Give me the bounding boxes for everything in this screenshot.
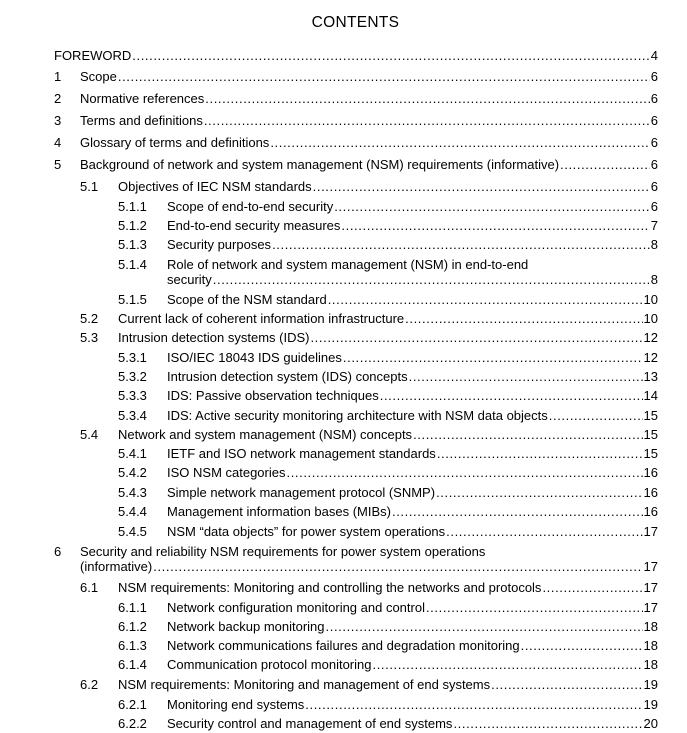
- dot-leader: [372, 657, 642, 672]
- entry-line: [167, 716, 658, 731]
- entry-title-continued-line: [167, 272, 658, 287]
- entry-number: 5.3.1: [118, 350, 147, 365]
- dot-leader: [272, 237, 650, 252]
- entry-line: [167, 638, 658, 653]
- entry-number: 5.4: [80, 427, 99, 442]
- entry-line: [118, 330, 658, 345]
- entry-title: Objectives of IEC NSM standards: [118, 179, 312, 194]
- toc-entry[interactable]: [54, 113, 658, 128]
- entry-title: Simple network management protocol (SNMP): [167, 485, 436, 500]
- entry-title: Current lack of coherent information infrastructure: [118, 311, 405, 326]
- toc-entry[interactable]: [54, 135, 658, 150]
- entry-line: [167, 388, 658, 403]
- toc-entry[interactable]: [54, 91, 658, 106]
- entry-title: Intrusion detection system (IDS) concepts: [167, 369, 408, 384]
- entry-line: [167, 465, 658, 480]
- page-number: 16: [643, 504, 658, 519]
- entry-title: Communication protocol monitoring: [167, 657, 372, 672]
- entry-title: Security purposes: [167, 237, 272, 252]
- entry-title: ISO/IEC 18043 IDS guidelines: [167, 350, 342, 365]
- entry-line: [167, 619, 658, 634]
- entry-line: [118, 580, 658, 595]
- entry-title: IDS: Passive observation techniques: [167, 388, 379, 403]
- dot-leader: [313, 179, 650, 194]
- entry-line: [80, 135, 658, 150]
- dot-leader: [334, 199, 650, 214]
- dot-leader: [491, 677, 642, 692]
- page-number: 20: [643, 716, 658, 731]
- entry-number: 6.2: [80, 677, 99, 692]
- entry-number: 5.4.5: [118, 524, 147, 539]
- page-number: 12: [643, 330, 658, 345]
- dot-leader: [542, 580, 642, 595]
- toc-entry[interactable]: [118, 446, 658, 461]
- entry-title: Role of network and system management (NSM) in end-to-end: [167, 257, 529, 272]
- entry-number: 6.1: [80, 580, 99, 595]
- toc-entry[interactable]: [54, 157, 658, 172]
- page-number: 6: [650, 113, 658, 128]
- toc-entry[interactable]: [118, 369, 658, 384]
- page-number: 14: [643, 388, 658, 403]
- entry-line: [167, 369, 658, 384]
- entry-title: Scope of end-to-end security: [167, 199, 334, 214]
- toc-entry[interactable]: [118, 697, 658, 712]
- entry-title: Network communications failures and degradation monitoring: [167, 638, 520, 653]
- dot-leader: [326, 619, 643, 634]
- page-number: 6: [650, 91, 658, 106]
- toc-entry[interactable]: [118, 504, 658, 519]
- entry-line: [167, 524, 658, 539]
- entry-number: 6.2.2: [118, 716, 147, 731]
- entry-title: Security control and management of end systems: [167, 716, 453, 731]
- toc-entry[interactable]: [80, 179, 658, 194]
- page-number: 16: [643, 465, 658, 480]
- dot-leader: [341, 218, 649, 233]
- dot-leader: [560, 157, 650, 172]
- entry-line: [54, 48, 658, 63]
- toc-entry[interactable]: [118, 408, 658, 423]
- entry-line: [167, 199, 658, 214]
- dot-leader: [437, 446, 643, 461]
- page-number: 15: [643, 427, 658, 442]
- page-number: 18: [643, 657, 658, 672]
- dot-leader: [405, 311, 642, 326]
- entry-number: 6.1.2: [118, 619, 147, 634]
- entry-line: [167, 218, 658, 233]
- toc-entry[interactable]: [54, 48, 658, 63]
- page-number: 10: [643, 311, 658, 326]
- dot-leader: [204, 113, 650, 128]
- toc-entry[interactable]: [80, 311, 658, 326]
- entry-number: 5.1: [80, 179, 99, 194]
- entry-number: 5.3: [80, 330, 99, 345]
- entry-title: IETF and ISO network management standards: [167, 446, 436, 461]
- entry-number: 5.3.2: [118, 369, 147, 384]
- toc-entry[interactable]: [54, 69, 658, 84]
- page-title: CONTENTS: [311, 14, 400, 31]
- entry-number: 2: [54, 91, 62, 106]
- toc-entry[interactable]: [118, 350, 658, 365]
- entry-title: Background of network and system management (NSM) requirements (informative): [80, 157, 560, 172]
- dot-leader: [392, 504, 643, 519]
- entry-title: Scope: [80, 69, 117, 84]
- toc-entry[interactable]: [118, 657, 658, 672]
- toc-entry[interactable]: [118, 716, 658, 731]
- toc-entry[interactable]: [80, 330, 658, 345]
- dot-leader: [310, 330, 642, 345]
- page-number: 6: [650, 199, 658, 214]
- page-number: 6: [650, 157, 658, 172]
- page-number: 19: [643, 677, 658, 692]
- entry-number: 5.1.5: [118, 292, 147, 307]
- toc-entry[interactable]: [80, 580, 658, 595]
- dot-leader: [118, 69, 650, 84]
- entry-line: [80, 69, 658, 84]
- page-number: 19: [643, 697, 658, 712]
- dot-leader: [205, 91, 649, 106]
- entry-number: 6: [54, 544, 62, 559]
- dot-leader: [521, 638, 643, 653]
- dot-leader: [453, 716, 642, 731]
- entry-title: FOREWORD: [54, 48, 132, 63]
- page-number: 17: [643, 524, 658, 539]
- entry-line: [80, 157, 658, 172]
- dot-leader: [446, 524, 642, 539]
- entry-number: 5.3.3: [118, 388, 147, 403]
- dot-leader: [409, 369, 643, 384]
- entry-number: 5.4.3: [118, 485, 147, 500]
- toc-entry[interactable]: [118, 237, 658, 252]
- entry-title: Management information bases (MIBs): [167, 504, 391, 519]
- dot-leader: [153, 559, 642, 574]
- page-number: 4: [650, 48, 658, 63]
- entry-number: 5.1.3: [118, 237, 147, 252]
- page-number: 18: [643, 619, 658, 634]
- page-number: 8: [650, 272, 658, 287]
- dot-leader: [305, 697, 642, 712]
- entry-title: Terms and definitions: [80, 113, 203, 128]
- entry-number: 4: [54, 135, 62, 150]
- dot-leader: [549, 408, 643, 423]
- entry-title: End-to-end security measures: [167, 218, 341, 233]
- page-number: 15: [643, 446, 658, 461]
- entry-line: [167, 697, 658, 712]
- entry-number: 5.3.4: [118, 408, 147, 423]
- page-number: 13: [643, 369, 658, 384]
- entry-title: Intrusion detection systems (IDS): [118, 330, 310, 345]
- entry-line: [167, 504, 658, 519]
- dot-leader: [213, 272, 650, 287]
- entry-number: 3: [54, 113, 62, 128]
- entry-title: NSM requirements: Monitoring and controlling the networks and protocols: [118, 580, 542, 595]
- entry-number: 5.1.2: [118, 218, 147, 233]
- entry-line: [118, 427, 658, 442]
- toc-entry[interactable]: [118, 388, 658, 403]
- entry-title: Glossary of terms and definitions: [80, 135, 270, 150]
- entry-line: [118, 311, 658, 326]
- page-number: 6: [650, 135, 658, 150]
- entry-line: [167, 350, 658, 365]
- entry-number: 6.1.4: [118, 657, 147, 672]
- dot-leader: [426, 600, 643, 615]
- toc-entry[interactable]: [118, 292, 658, 307]
- entry-line: [167, 600, 658, 615]
- entry-title: Network backup monitoring: [167, 619, 325, 634]
- dot-leader: [413, 427, 642, 442]
- entry-line: [167, 485, 658, 500]
- entry-title: Network and system management (NSM) concepts: [118, 427, 413, 442]
- entry-number: 5.4.2: [118, 465, 147, 480]
- toc-entry[interactable]: [118, 524, 658, 539]
- entry-line: [167, 408, 658, 423]
- entry-title-continuation: (informative): [80, 559, 153, 574]
- dot-leader: [270, 135, 649, 150]
- entry-title: NSM “data objects” for power system operations: [167, 524, 446, 539]
- page-number: 16: [643, 485, 658, 500]
- page-number: 10: [643, 292, 658, 307]
- toc-entry[interactable]: [118, 218, 658, 233]
- entry-number: 6.1.3: [118, 638, 147, 653]
- toc-entry[interactable]: [118, 257, 658, 287]
- toc-entry[interactable]: [118, 638, 658, 653]
- page-number: 17: [643, 559, 658, 574]
- dot-leader: [343, 350, 643, 365]
- entry-line: [167, 237, 658, 252]
- toc-entry[interactable]: [80, 427, 658, 442]
- entry-number: 5: [54, 157, 62, 172]
- page-number: 7: [650, 218, 658, 233]
- page-number: 18: [643, 638, 658, 653]
- entry-title: Security and reliability NSM requirements for power system operations: [80, 544, 486, 559]
- page-number: 6: [650, 69, 658, 84]
- entry-number: 5.4.1: [118, 446, 147, 461]
- entry-number: 5.2: [80, 311, 99, 326]
- toc-entry[interactable]: [118, 465, 658, 480]
- entry-number: 5.1.1: [118, 199, 147, 214]
- entry-title: Scope of the NSM standard: [167, 292, 327, 307]
- page-number: 17: [643, 600, 658, 615]
- toc-entry[interactable]: [118, 600, 658, 615]
- page-number: 6: [650, 179, 658, 194]
- entry-line: [167, 446, 658, 461]
- entry-number: 6.1.1: [118, 600, 147, 615]
- toc-entry[interactable]: [118, 485, 658, 500]
- toc-entry[interactable]: [54, 544, 658, 574]
- entry-line: [118, 179, 658, 194]
- dot-leader: [328, 292, 643, 307]
- page-number: 12: [643, 350, 658, 365]
- entry-line: [80, 113, 658, 128]
- dot-leader: [436, 485, 642, 500]
- entry-line: [80, 91, 658, 106]
- entry-number: 5.1.4: [118, 257, 147, 272]
- entry-line: [167, 657, 658, 672]
- toc-entry[interactable]: [80, 677, 658, 692]
- toc-entry[interactable]: [118, 619, 658, 634]
- entry-title: IDS: Active security monitoring architecture with NSM data objects: [167, 408, 548, 423]
- entry-title: NSM requirements: Monitoring and management of end systems: [118, 677, 491, 692]
- entry-title: ISO NSM categories: [167, 465, 286, 480]
- entry-title-continuation: security: [167, 272, 212, 287]
- dot-leader: [132, 48, 649, 63]
- entry-number: 5.4.4: [118, 504, 147, 519]
- entry-title: Monitoring end systems: [167, 697, 305, 712]
- entry-title: Network configuration monitoring and control: [167, 600, 425, 615]
- entry-number: 1: [54, 69, 62, 84]
- page-number: 17: [643, 580, 658, 595]
- page-number: 15: [643, 408, 658, 423]
- toc-entry[interactable]: [118, 199, 658, 214]
- entry-line: [118, 677, 658, 692]
- dot-leader: [287, 465, 643, 480]
- entry-number: 6.2.1: [118, 697, 147, 712]
- entry-line: [167, 292, 658, 307]
- page-number: 8: [650, 237, 658, 252]
- dot-leader: [380, 388, 643, 403]
- entry-title: Normative references: [80, 91, 205, 106]
- entry-title-continued-line: [80, 559, 658, 574]
